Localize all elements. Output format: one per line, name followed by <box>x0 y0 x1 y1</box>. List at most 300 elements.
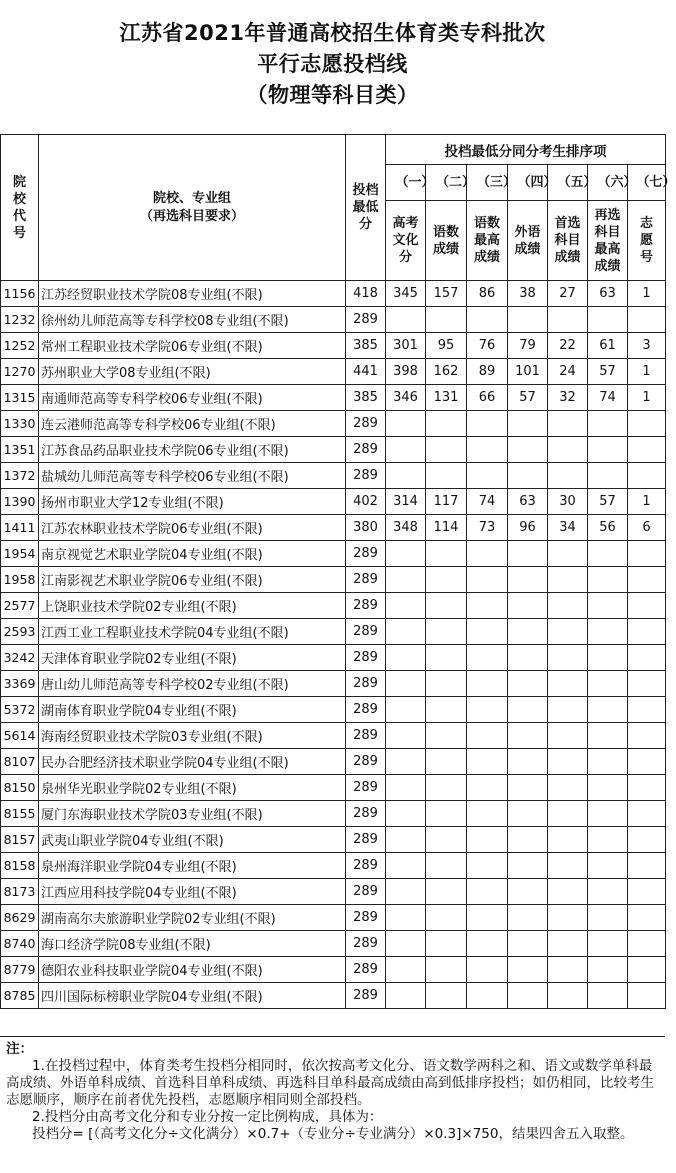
chinese-math-max-cell <box>467 801 508 827</box>
wish-number-cell <box>628 957 666 983</box>
first-subject-cell: 22 <box>548 333 588 359</box>
foreign-lang-cell <box>508 775 548 801</box>
chinese-math-max-cell <box>467 619 508 645</box>
second-subject-max-cell <box>588 957 628 983</box>
second-subject-max-cell <box>588 567 628 593</box>
culture-score-cell: 301 <box>386 333 426 359</box>
wish-number-cell <box>628 931 666 957</box>
culture-score-cell <box>386 463 426 489</box>
second-subject-max-cell <box>588 437 628 463</box>
foreign-lang-cell: 38 <box>508 281 548 307</box>
school-name-cell: 江西工业工程职业技术学院04专业组(不限) <box>39 619 346 645</box>
foreign-lang-cell <box>508 307 548 333</box>
header-order-5: （五） <box>548 165 588 201</box>
school-code-cell: 5372 <box>1 697 39 723</box>
school-name-cell: 四川国际标榜职业学院04专业组(不限) <box>39 983 346 1009</box>
culture-score-cell <box>386 931 426 957</box>
header-order-3: （三） <box>467 165 508 201</box>
school-code-cell: 2593 <box>1 619 39 645</box>
first-subject-cell <box>548 645 588 671</box>
foreign-lang-cell <box>508 567 548 593</box>
school-name-cell: 江南影视艺术职业学院06专业组(不限) <box>39 567 346 593</box>
first-subject-cell <box>548 463 588 489</box>
wish-number-cell <box>628 749 666 775</box>
second-subject-max-cell <box>588 307 628 333</box>
first-subject-cell <box>548 697 588 723</box>
culture-score-cell <box>386 671 426 697</box>
table-row <box>1 931 666 957</box>
chinese-math-cell <box>426 827 467 853</box>
school-name-cell: 海南经贸职业技术学院03专业组(不限) <box>39 723 346 749</box>
table-row <box>1 619 666 645</box>
table-row <box>1 567 666 593</box>
culture-score-cell: 346 <box>386 385 426 411</box>
header-second-subject-max: 再选科目最高成绩 <box>588 201 628 281</box>
foreign-lang-cell <box>508 437 548 463</box>
foreign-lang-cell: 79 <box>508 333 548 359</box>
wish-number-cell <box>628 905 666 931</box>
second-subject-max-cell: 57 <box>588 359 628 385</box>
table-row <box>1 697 666 723</box>
school-name-cell: 泉州海洋职业学院04专业组(不限) <box>39 853 346 879</box>
wish-number-cell <box>628 775 666 801</box>
chinese-math-cell <box>426 437 467 463</box>
second-subject-max-cell <box>588 749 628 775</box>
culture-score-cell <box>386 619 426 645</box>
notes-item-2: 2.投档分由高考文化分和专业分按一定比例构成，具体为： <box>32 1109 383 1125</box>
school-name-cell: 徐州幼儿师范高等专科学校08专业组(不限) <box>39 307 346 333</box>
first-subject-cell <box>548 827 588 853</box>
chinese-math-cell: 157 <box>426 281 467 307</box>
wish-number-cell <box>628 879 666 905</box>
title-line-1: 江苏省2021年普通高校招生体育类专科批次 <box>119 21 546 45</box>
second-subject-max-cell: 63 <box>588 281 628 307</box>
first-subject-cell <box>548 541 588 567</box>
school-code-cell: 3369 <box>1 671 39 697</box>
wish-number-cell <box>628 593 666 619</box>
wish-number-cell: 1 <box>628 385 666 411</box>
school-name-cell: 泉州华光职业学院02专业组(不限) <box>39 775 346 801</box>
school-code-cell: 8173 <box>1 879 39 905</box>
culture-score-cell: 314 <box>386 489 426 515</box>
table-row <box>1 359 666 385</box>
header-school: 院校、专业组 （再选科目要求） <box>39 135 346 281</box>
second-subject-max-cell <box>588 775 628 801</box>
school-code-cell: 8740 <box>1 931 39 957</box>
school-code-cell: 1252 <box>1 333 39 359</box>
chinese-math-cell: 117 <box>426 489 467 515</box>
table-row <box>1 385 666 411</box>
culture-score-cell <box>386 437 426 463</box>
second-subject-max-cell <box>588 827 628 853</box>
table-row <box>1 541 666 567</box>
foreign-lang-cell <box>508 827 548 853</box>
header-culture-score: 高考文化分 <box>386 201 426 281</box>
wish-number-cell <box>628 541 666 567</box>
chinese-math-max-cell <box>467 541 508 567</box>
title-line-3: （物理等科目类） <box>246 83 419 107</box>
min-score-cell: 402 <box>346 489 386 515</box>
chinese-math-max-cell <box>467 645 508 671</box>
school-name-cell: 唐山幼儿师范高等专科学校02专业组(不限) <box>39 671 346 697</box>
culture-score-cell <box>386 983 426 1009</box>
table-row <box>1 775 666 801</box>
chinese-math-max-cell: 66 <box>467 385 508 411</box>
school-code-cell: 8779 <box>1 957 39 983</box>
culture-score-cell: 398 <box>386 359 426 385</box>
table-row <box>1 281 666 307</box>
foreign-lang-cell <box>508 749 548 775</box>
wish-number-cell <box>628 697 666 723</box>
wish-number-cell: 1 <box>628 281 666 307</box>
wish-number-cell <box>628 645 666 671</box>
first-subject-cell <box>548 931 588 957</box>
second-subject-max-cell <box>588 879 628 905</box>
second-subject-max-cell <box>588 983 628 1009</box>
chinese-math-cell <box>426 619 467 645</box>
chinese-math-max-cell <box>467 593 508 619</box>
wish-number-cell: 1 <box>628 359 666 385</box>
min-score-cell: 289 <box>346 723 386 749</box>
foreign-lang-cell <box>508 411 548 437</box>
wish-number-cell <box>628 671 666 697</box>
wish-number-cell <box>628 853 666 879</box>
min-score-cell: 289 <box>346 671 386 697</box>
culture-score-cell <box>386 905 426 931</box>
first-subject-cell <box>548 775 588 801</box>
second-subject-max-cell <box>588 671 628 697</box>
second-subject-max-cell <box>588 463 628 489</box>
min-score-cell: 289 <box>346 567 386 593</box>
wish-number-cell <box>628 801 666 827</box>
first-subject-cell <box>548 879 588 905</box>
chinese-math-cell <box>426 671 467 697</box>
min-score-cell: 289 <box>346 593 386 619</box>
notes-item-1: 1.在投档过程中，体育类考生投档分相同时，依次按高考文化分、语文数学两科之和、语文或数学单科最高成绩、外语单科成绩、首选科目单科成绩、再选科目单科最高成绩由高到低排序投档；如仍相同，比较考生志愿顺序，顺序在前者优先投档，志愿顺序相同则全部投档。 <box>6 1058 654 1108</box>
chinese-math-max-cell <box>467 905 508 931</box>
school-code-cell: 1351 <box>1 437 39 463</box>
chinese-math-max-cell <box>467 671 508 697</box>
min-score-cell: 289 <box>346 957 386 983</box>
min-score-cell: 289 <box>346 749 386 775</box>
foreign-lang-cell <box>508 853 548 879</box>
first-subject-cell: 32 <box>548 385 588 411</box>
school-name-cell: 苏州职业大学08专业组(不限) <box>39 359 346 385</box>
second-subject-max-cell <box>588 905 628 931</box>
wish-number-cell <box>628 983 666 1009</box>
chinese-math-max-cell: 74 <box>467 489 508 515</box>
chinese-math-cell <box>426 931 467 957</box>
chinese-math-cell <box>426 749 467 775</box>
culture-score-cell <box>386 723 426 749</box>
chinese-math-max-cell: 86 <box>467 281 508 307</box>
wish-number-cell <box>628 567 666 593</box>
school-name-cell: 海口经济学院08专业组(不限) <box>39 931 346 957</box>
chinese-math-cell: 131 <box>426 385 467 411</box>
second-subject-max-cell <box>588 619 628 645</box>
foreign-lang-cell <box>508 593 548 619</box>
foreign-lang-cell <box>508 983 548 1009</box>
first-subject-cell <box>548 567 588 593</box>
school-name-cell: 南京视觉艺术职业学院04专业组(不限) <box>39 541 346 567</box>
chinese-math-max-cell <box>467 957 508 983</box>
first-subject-cell <box>548 723 588 749</box>
school-name-cell: 江苏农林职业技术学院06专业组(不限) <box>39 515 346 541</box>
school-name-cell: 民办合肥经济技术职业学院04专业组(不限) <box>39 749 346 775</box>
table-row <box>1 463 666 489</box>
first-subject-cell: 24 <box>548 359 588 385</box>
foreign-lang-cell <box>508 723 548 749</box>
school-code-cell: 8150 <box>1 775 39 801</box>
min-score-cell: 289 <box>346 541 386 567</box>
chinese-math-max-cell: 89 <box>467 359 508 385</box>
school-code-cell: 1954 <box>1 541 39 567</box>
school-code-cell: 5614 <box>1 723 39 749</box>
school-code-cell: 1372 <box>1 463 39 489</box>
chinese-math-cell <box>426 801 467 827</box>
table-row <box>1 749 666 775</box>
header-order-7: （七） <box>628 165 666 201</box>
wish-number-cell <box>628 827 666 853</box>
notes-heading: 注： <box>6 1041 33 1057</box>
first-subject-cell <box>548 853 588 879</box>
second-subject-max-cell <box>588 541 628 567</box>
first-subject-cell <box>548 983 588 1009</box>
chinese-math-max-cell: 76 <box>467 333 508 359</box>
table-row <box>1 983 666 1009</box>
foreign-lang-cell: 57 <box>508 385 548 411</box>
first-subject-cell <box>548 307 588 333</box>
school-name-cell: 上饶职业技术学院02专业组(不限) <box>39 593 346 619</box>
school-name-cell: 武夷山职业学院04专业组(不限) <box>39 827 346 853</box>
second-subject-max-cell <box>588 723 628 749</box>
header-order-1: （一） <box>386 165 426 201</box>
foreign-lang-cell: 63 <box>508 489 548 515</box>
chinese-math-cell: 162 <box>426 359 467 385</box>
table-row <box>1 801 666 827</box>
wish-number-cell: 1 <box>628 489 666 515</box>
table-row <box>1 333 666 359</box>
chinese-math-max-cell <box>467 775 508 801</box>
header-order-4: （四） <box>508 165 548 201</box>
wish-number-cell <box>628 437 666 463</box>
min-score-cell: 289 <box>346 931 386 957</box>
table-row <box>1 905 666 931</box>
wish-number-cell <box>628 723 666 749</box>
first-subject-cell <box>548 437 588 463</box>
first-subject-cell <box>548 671 588 697</box>
table-row <box>1 723 666 749</box>
chinese-math-cell <box>426 957 467 983</box>
chinese-math-cell <box>426 723 467 749</box>
school-code-cell: 3242 <box>1 645 39 671</box>
first-subject-cell <box>548 957 588 983</box>
table-row <box>1 593 666 619</box>
foreign-lang-cell <box>508 697 548 723</box>
wish-number-cell: 6 <box>628 515 666 541</box>
foreign-lang-cell: 96 <box>508 515 548 541</box>
culture-score-cell <box>386 775 426 801</box>
school-name-cell: 天津体育职业学院02专业组(不限) <box>39 645 346 671</box>
min-score-cell: 289 <box>346 827 386 853</box>
chinese-math-cell <box>426 307 467 333</box>
table-row <box>1 515 666 541</box>
min-score-cell: 289 <box>346 437 386 463</box>
chinese-math-cell <box>426 593 467 619</box>
culture-score-cell <box>386 567 426 593</box>
first-subject-cell: 27 <box>548 281 588 307</box>
min-score-cell: 380 <box>346 515 386 541</box>
chinese-math-max-cell <box>467 463 508 489</box>
second-subject-max-cell: 57 <box>588 489 628 515</box>
chinese-math-cell <box>426 905 467 931</box>
first-subject-cell <box>548 593 588 619</box>
chinese-math-max-cell: 73 <box>467 515 508 541</box>
school-name-cell: 江西应用科技学院04专业组(不限) <box>39 879 346 905</box>
school-name-cell: 南通师范高等专科学校06专业组(不限) <box>39 385 346 411</box>
second-subject-max-cell: 61 <box>588 333 628 359</box>
wish-number-cell <box>628 463 666 489</box>
first-subject-cell <box>548 411 588 437</box>
chinese-math-max-cell <box>467 411 508 437</box>
table-row <box>1 307 666 333</box>
header-order-6: （六） <box>588 165 628 201</box>
first-subject-cell <box>548 905 588 931</box>
chinese-math-max-cell <box>467 983 508 1009</box>
foreign-lang-cell <box>508 931 548 957</box>
first-subject-cell <box>548 749 588 775</box>
table-row <box>1 671 666 697</box>
school-code-cell: 1270 <box>1 359 39 385</box>
school-name-cell: 江苏食品药品职业技术学院06专业组(不限) <box>39 437 346 463</box>
min-score-cell: 441 <box>346 359 386 385</box>
foreign-lang-cell <box>508 619 548 645</box>
foreign-lang-cell <box>508 957 548 983</box>
culture-score-cell <box>386 411 426 437</box>
header-order-2: （二） <box>426 165 467 201</box>
school-code-cell: 8107 <box>1 749 39 775</box>
school-name-cell: 常州工程职业技术学院06专业组(不限) <box>39 333 346 359</box>
min-score-cell: 289 <box>346 463 386 489</box>
min-score-cell: 289 <box>346 983 386 1009</box>
table-row <box>1 853 666 879</box>
school-code-cell: 8629 <box>1 905 39 931</box>
foreign-lang-cell <box>508 463 548 489</box>
second-subject-max-cell <box>588 593 628 619</box>
school-name-cell: 连云港师范高等专科学校06专业组(不限) <box>39 411 346 437</box>
wish-number-cell <box>628 619 666 645</box>
foreign-lang-cell <box>508 671 548 697</box>
chinese-math-max-cell <box>467 437 508 463</box>
table-row <box>1 645 666 671</box>
school-name-cell: 扬州市职业大学12专业组(不限) <box>39 489 346 515</box>
min-score-cell: 418 <box>346 281 386 307</box>
min-score-cell: 289 <box>346 853 386 879</box>
title-block <box>0 0 665 134</box>
header-foreign-lang: 外语成绩 <box>508 201 548 281</box>
culture-score-cell <box>386 749 426 775</box>
notes-item-3: 投档分= [（高考文化分÷文化满分）×0.7+（专业分÷专业满分）×0.3]×750，结果四舍五入取整。 <box>32 1126 634 1142</box>
second-subject-max-cell: 56 <box>588 515 628 541</box>
chinese-math-max-cell <box>467 853 508 879</box>
header-code: 院校代号 <box>1 135 39 281</box>
min-score-cell: 289 <box>346 697 386 723</box>
school-name-cell: 江苏经贸职业技术学院08专业组(不限) <box>39 281 346 307</box>
wish-number-cell: 3 <box>628 333 666 359</box>
school-name-cell: 湖南高尔夫旅游职业学院02专业组(不限) <box>39 905 346 931</box>
second-subject-max-cell <box>588 931 628 957</box>
chinese-math-cell <box>426 697 467 723</box>
chinese-math-max-cell <box>467 879 508 905</box>
first-subject-cell: 30 <box>548 489 588 515</box>
chinese-math-cell <box>426 775 467 801</box>
table-row <box>1 957 666 983</box>
foreign-lang-cell <box>508 645 548 671</box>
min-score-cell: 385 <box>346 385 386 411</box>
school-code-cell: 1156 <box>1 281 39 307</box>
second-subject-max-cell <box>588 411 628 437</box>
wish-number-cell <box>628 307 666 333</box>
chinese-math-cell <box>426 463 467 489</box>
min-score-cell: 289 <box>346 411 386 437</box>
chinese-math-max-cell <box>467 697 508 723</box>
culture-score-cell: 348 <box>386 515 426 541</box>
school-code-cell: 1390 <box>1 489 39 515</box>
table-row <box>1 879 666 905</box>
culture-score-cell: 345 <box>386 281 426 307</box>
header-chinese-math-max: 语数最高成绩 <box>467 201 508 281</box>
culture-score-cell <box>386 697 426 723</box>
second-subject-max-cell: 74 <box>588 385 628 411</box>
school-name-cell: 德阳农业科技职业学院04专业组(不限) <box>39 957 346 983</box>
school-code-cell: 2577 <box>1 593 39 619</box>
table-row <box>1 411 666 437</box>
culture-score-cell <box>386 645 426 671</box>
school-name-cell: 湖南体育职业学院04专业组(不限) <box>39 697 346 723</box>
foreign-lang-cell <box>508 905 548 931</box>
chinese-math-cell <box>426 645 467 671</box>
chinese-math-cell <box>426 853 467 879</box>
table-row <box>1 489 666 515</box>
title-line-2: 平行志愿投档线 <box>257 52 408 76</box>
min-score-cell: 289 <box>346 775 386 801</box>
second-subject-max-cell <box>588 853 628 879</box>
chinese-math-cell <box>426 567 467 593</box>
chinese-math-cell: 95 <box>426 333 467 359</box>
chinese-math-max-cell <box>467 307 508 333</box>
school-name-cell: 盐城幼儿师范高等专科学校06专业组(不限) <box>39 463 346 489</box>
school-code-cell: 8785 <box>1 983 39 1009</box>
header-rank-group: 投档最低分同分考生排序项 <box>386 135 666 165</box>
school-code-cell: 1411 <box>1 515 39 541</box>
min-score-cell: 289 <box>346 879 386 905</box>
chinese-math-max-cell <box>467 567 508 593</box>
second-subject-max-cell <box>588 801 628 827</box>
min-score-cell: 385 <box>346 333 386 359</box>
school-code-cell: 8157 <box>1 827 39 853</box>
chinese-math-max-cell <box>467 931 508 957</box>
wish-number-cell <box>628 411 666 437</box>
min-score-cell: 289 <box>346 905 386 931</box>
first-subject-cell <box>548 801 588 827</box>
second-subject-max-cell <box>588 697 628 723</box>
culture-score-cell <box>386 957 426 983</box>
header-wish-number: 志愿号 <box>628 201 666 281</box>
culture-score-cell <box>386 853 426 879</box>
school-code-cell: 1330 <box>1 411 39 437</box>
header-min-score: 投档最低分 <box>346 135 386 281</box>
culture-score-cell <box>386 541 426 567</box>
